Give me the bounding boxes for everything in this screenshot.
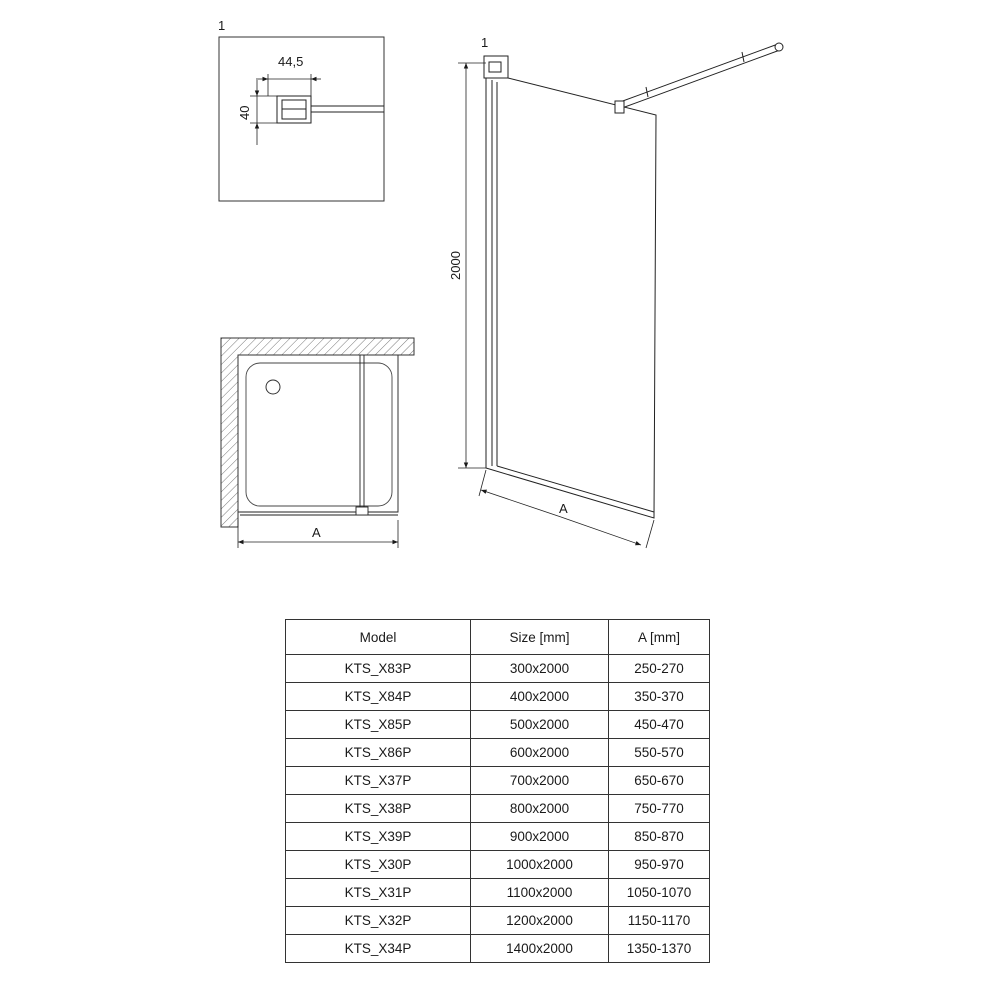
table-row xyxy=(286,879,710,907)
header-size: Size [mm] xyxy=(471,620,609,655)
cell-size: 1200x2000 xyxy=(471,907,609,935)
cell-a: 1350-1370 xyxy=(609,935,710,963)
cell-model: KTS_X38P xyxy=(286,795,471,823)
cell-a: 350-370 xyxy=(609,683,710,711)
dimension-height xyxy=(250,78,277,145)
cell-size: 600x2000 xyxy=(471,739,609,767)
cell-size: 500x2000 xyxy=(471,711,609,739)
cell-size: 300x2000 xyxy=(471,655,609,683)
cell-size: 900x2000 xyxy=(471,823,609,851)
detail-view xyxy=(218,18,384,201)
dimension-height-label: 40 xyxy=(237,105,252,120)
dimension-width-label: 44,5 xyxy=(278,54,304,69)
detail-callout: 1 xyxy=(218,18,226,33)
cell-size: 800x2000 xyxy=(471,795,609,823)
support-rod xyxy=(311,106,384,112)
cell-model: KTS_X39P xyxy=(286,823,471,851)
wall-bracket xyxy=(277,96,311,123)
cell-model: KTS_X34P xyxy=(286,935,471,963)
support-bar xyxy=(615,43,783,113)
cell-a: 1050-1070 xyxy=(609,879,710,907)
cell-size: 1000x2000 xyxy=(471,851,609,879)
cell-a: 450-470 xyxy=(609,711,710,739)
table-header-row xyxy=(286,620,710,655)
table-row xyxy=(286,683,710,711)
table-row xyxy=(286,711,710,739)
cell-a: 550-570 xyxy=(609,739,710,767)
cell-model: KTS_X84P xyxy=(286,683,471,711)
cell-size: 1400x2000 xyxy=(471,935,609,963)
cell-model: KTS_X32P xyxy=(286,907,471,935)
table-row xyxy=(286,739,710,767)
plan-view xyxy=(221,338,414,548)
plan-dimension-label: A xyxy=(312,525,321,540)
table-row xyxy=(286,655,710,683)
elevation-callout: 1 xyxy=(481,35,489,50)
cell-a: 1150-1170 xyxy=(609,907,710,935)
glass-panel xyxy=(486,78,656,518)
cell-size: 1100x2000 xyxy=(471,879,609,907)
cell-model: KTS_X83P xyxy=(286,655,471,683)
drain-icon xyxy=(266,380,280,394)
header-model: Model xyxy=(286,620,471,655)
shower-tray-outer xyxy=(238,355,398,512)
cell-model: KTS_X31P xyxy=(286,879,471,907)
wall-hatch xyxy=(221,338,414,527)
table-row xyxy=(286,851,710,879)
table-row xyxy=(286,823,710,851)
cell-a: 650-670 xyxy=(609,767,710,795)
dimension-width xyxy=(258,74,321,96)
cell-model: KTS_X85P xyxy=(286,711,471,739)
cell-a: 850-870 xyxy=(609,823,710,851)
top-bracket xyxy=(484,56,508,78)
cell-a: 950-970 xyxy=(609,851,710,879)
cell-model: KTS_X86P xyxy=(286,739,471,767)
elevation-width-label: A xyxy=(559,501,568,516)
cell-model: KTS_X37P xyxy=(286,767,471,795)
shower-tray-inner xyxy=(246,363,392,506)
elevation-view xyxy=(448,35,783,548)
cell-a: 250-270 xyxy=(609,655,710,683)
table-row xyxy=(286,795,710,823)
cell-size: 700x2000 xyxy=(471,767,609,795)
glass-panel-plan xyxy=(240,355,398,515)
header-a: A [mm] xyxy=(609,620,710,655)
cell-size: 400x2000 xyxy=(471,683,609,711)
table-row xyxy=(286,767,710,795)
table-row xyxy=(286,907,710,935)
elevation-height-label: 2000 xyxy=(448,251,463,280)
table-row xyxy=(286,935,710,963)
cell-a: 750-770 xyxy=(609,795,710,823)
model-size-table xyxy=(285,619,710,963)
cell-model: KTS_X30P xyxy=(286,851,471,879)
